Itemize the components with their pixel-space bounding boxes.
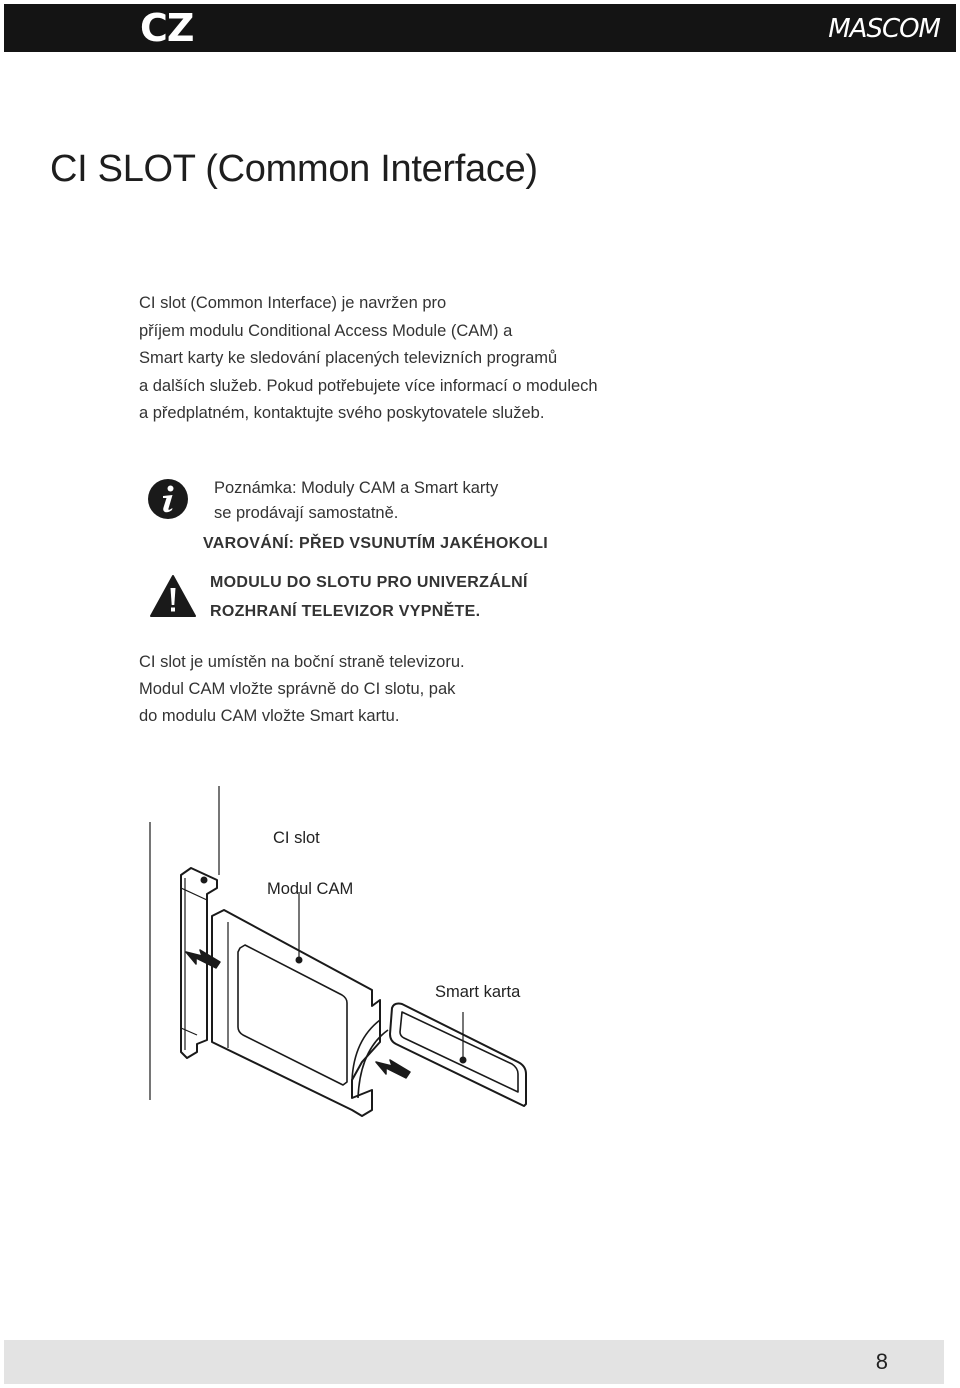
header-bar [4,4,956,52]
page-number: 8 [875,1349,888,1374]
ci-slot-pointer-dot [201,877,208,884]
note-text [214,476,498,526]
intro-line: a dalších služeb. Pokud potřebujete více informací o modulech [139,376,598,395]
brand-logo: MASCOM [828,14,940,44]
warning-text [210,568,528,626]
cam-pointer-dot [296,957,303,964]
intro-line: a předplatném, kontaktujte svého poskytovatele služeb. [139,404,545,422]
note-line: Poznámka: Moduly CAM a Smart karty [214,479,499,497]
smart-card-pointer-dot [460,1057,467,1064]
info-icon [147,478,189,520]
warning-heading: VAROVÁNÍ: PŘED VSUNUTÍM JAKÉHOKOLI [203,535,549,552]
label-cam-module: Modul CAM [267,880,354,898]
note-line: se prodávají samostatně. [214,504,399,522]
ci-slot-illustration [140,780,560,1130]
language-code: CZ [140,6,194,50]
warning-line: ROZHRANÍ TELEVIZOR VYPNĚTE. [210,603,481,620]
warning-icon [150,574,196,618]
warning-line: MODULU DO SLOTU PRO UNIVERZÁLNÍ [210,574,528,591]
instruction-line: do modulu CAM vložte Smart kartu. [139,707,400,725]
intro-line: příjem modulu Conditional Access Module (CAM) a [139,321,513,340]
intro-line: CI slot (Common Interface) je navržen pro [139,294,447,312]
instruction-line: CI slot je umístěn na boční straně televizoru. [139,653,465,671]
intro-paragraph [139,290,699,428]
smart-card-outline [390,1004,526,1107]
page-title: CI SLOT (Common Interface) [50,148,538,190]
insert-arrow-cam [186,950,220,968]
footer-bar [4,1340,944,1384]
insert-arrow-card [376,1060,410,1078]
intro-line: Smart karty ke sledování placených televizních programů [139,349,558,367]
instruction-line: Modul CAM vložte správně do CI slotu, pak [139,680,456,698]
instruction-paragraph [139,649,465,730]
label-smart-card: Smart karta [435,983,521,1001]
label-ci-slot: CI slot [273,829,320,847]
